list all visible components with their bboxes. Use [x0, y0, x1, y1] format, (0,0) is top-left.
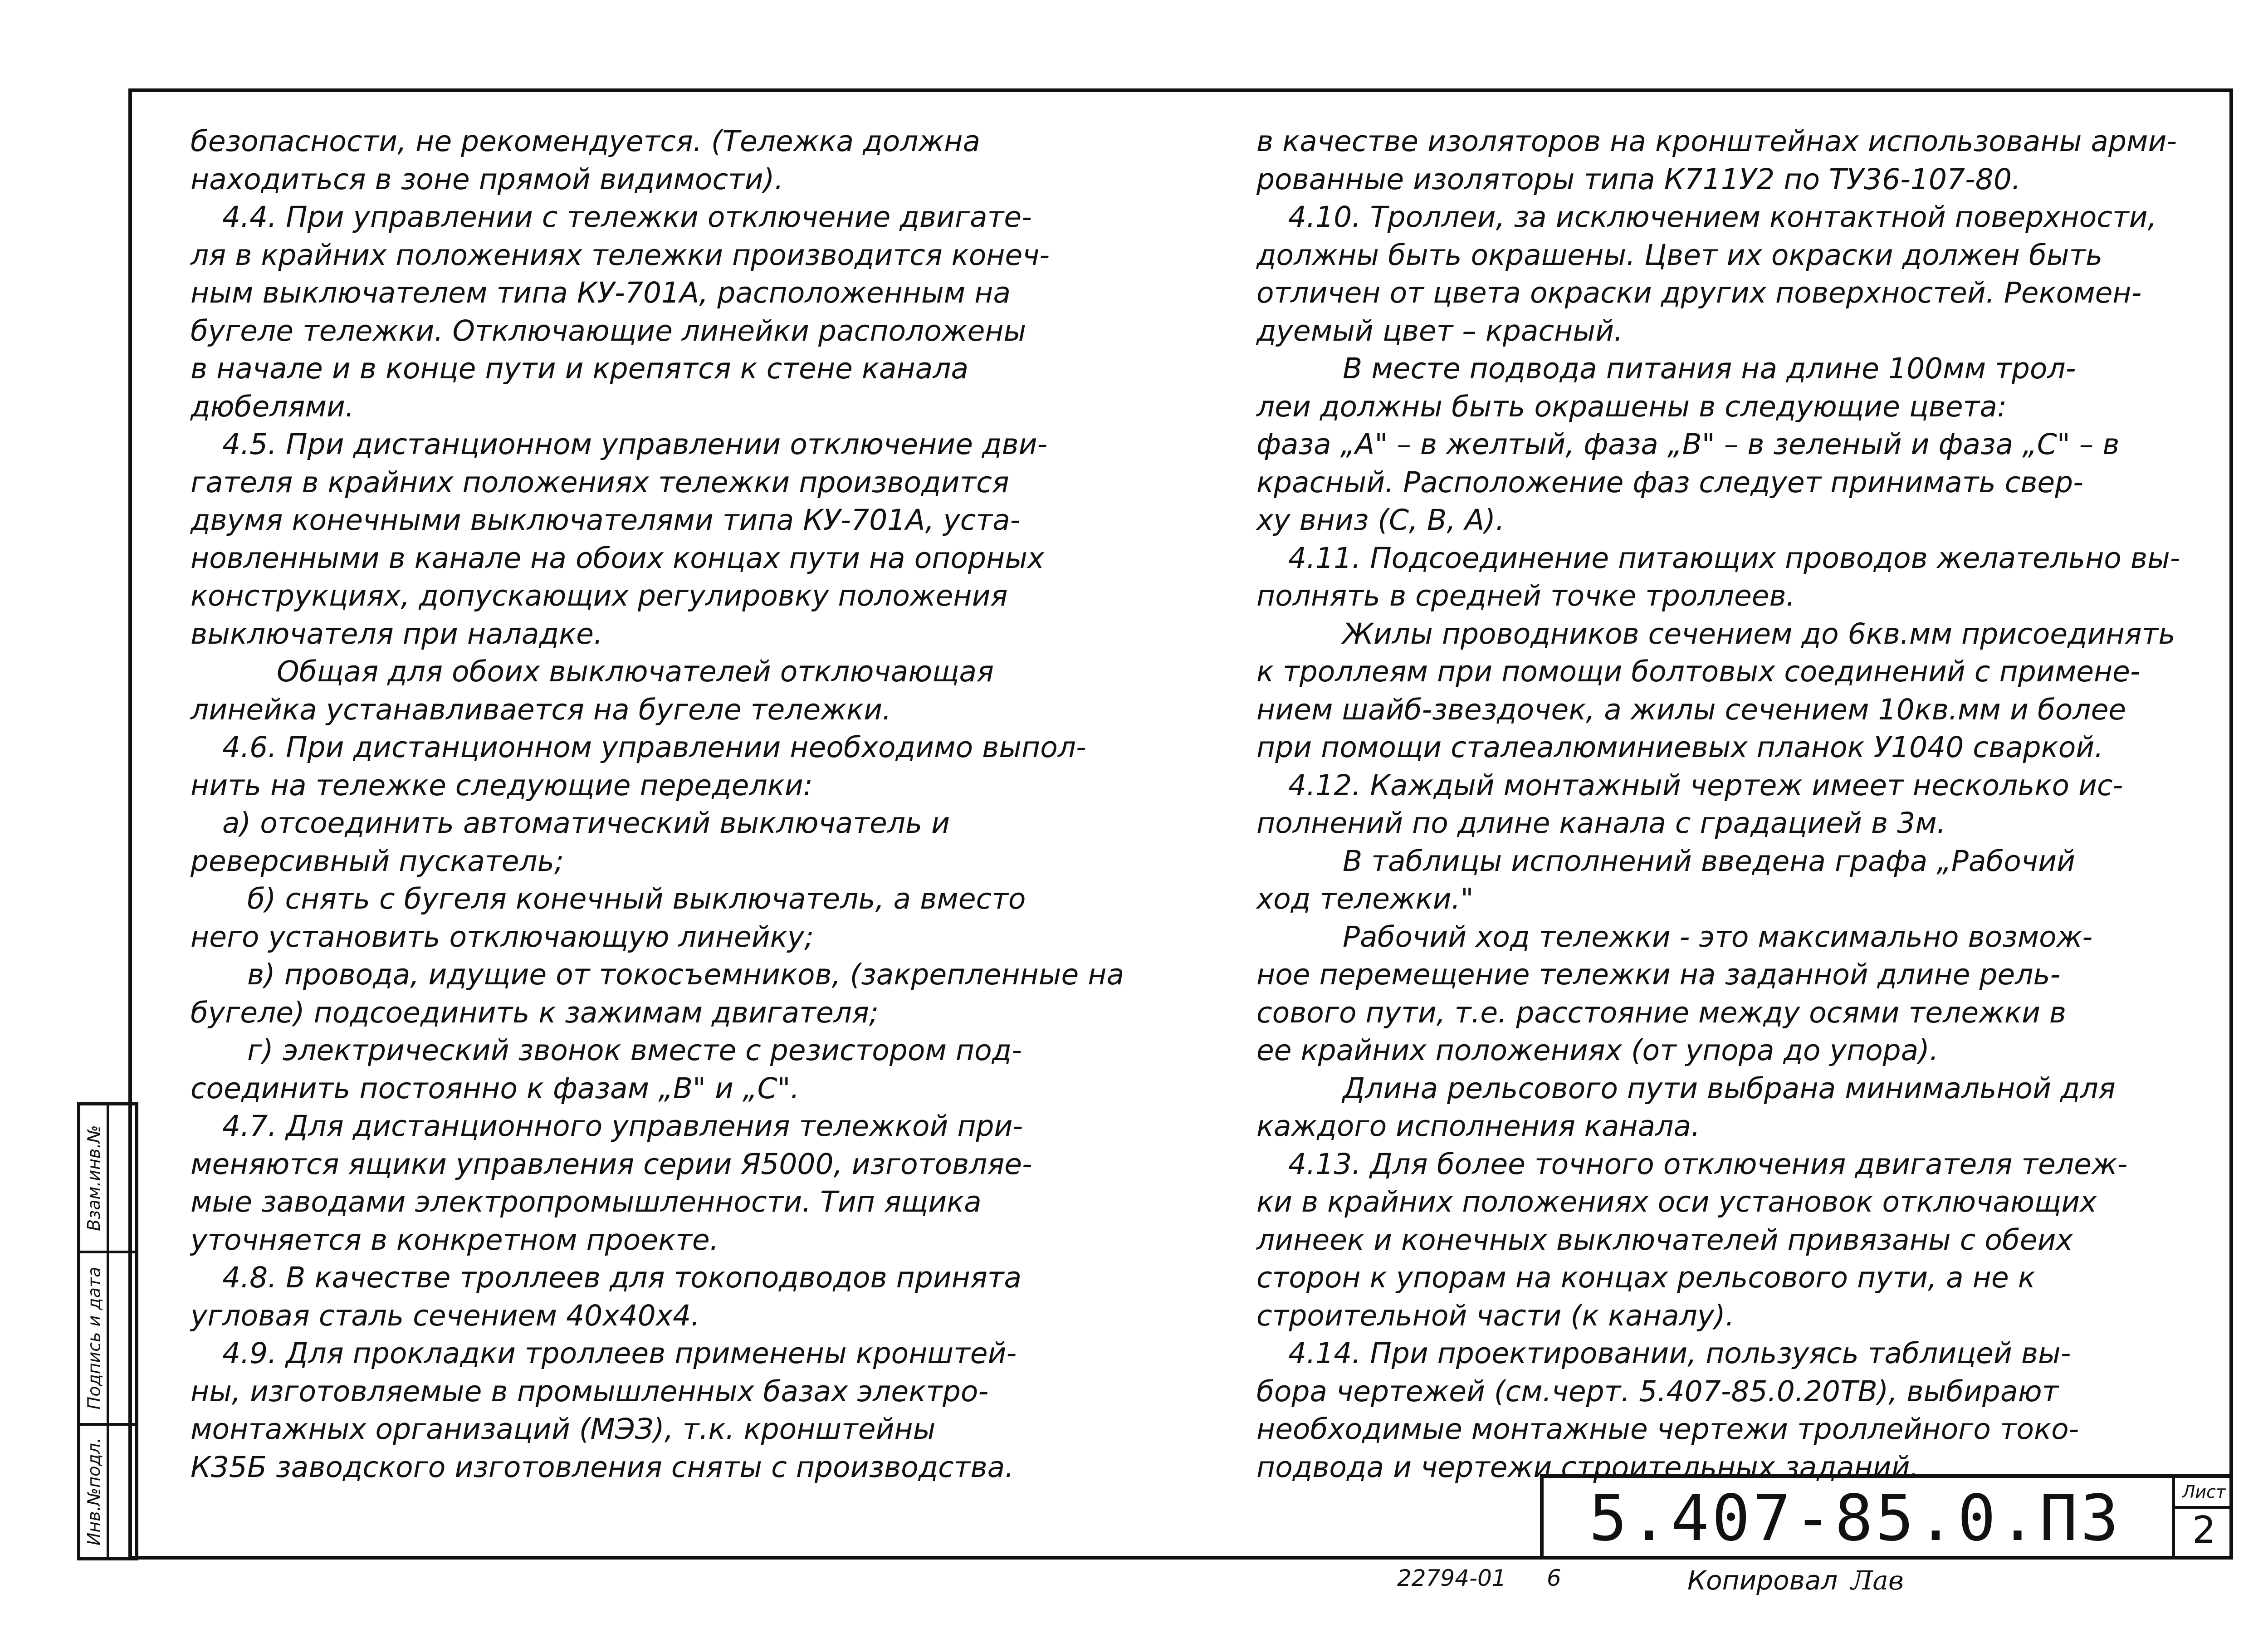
text-line: Общая для обоих выключателей отключающая — [277, 655, 994, 688]
text-line: 4.9. Для прокладки троллеев применены кронштей- — [222, 1337, 1017, 1370]
left-text-column — [191, 122, 1152, 1486]
text-line: ее крайних положениях (от упора до упора). — [1256, 1034, 1939, 1067]
text-line: должны быть окрашены. Цвет их окраски должен быть — [1256, 238, 2103, 272]
text-line: В таблицы исполнений введена графа „Рабочий — [1343, 844, 2075, 878]
text-line: в) провода, идущие от токосъемников, (закрепленные на — [247, 958, 1124, 991]
title-block — [1540, 1474, 2233, 1560]
text-line: 4.14. При проектировании, пользуясь таблицей вы- — [1288, 1337, 2071, 1370]
text-line: сового пути, т.е. расстояние между осями тележки в — [1256, 996, 2067, 1029]
text-line: бугеле тележки. Отключающие линейки расположены — [191, 314, 1026, 347]
text-line: соединить постоянно к фазам „В" и „С". — [191, 1071, 800, 1105]
text-line: бугеле) подсоединить к зажимам двигателя; — [191, 996, 879, 1029]
text-line: новленными в канале на обоих концах пути на опорных — [191, 541, 1045, 575]
text-line: 4.13. Для более точного отключения двигателя тележ- — [1288, 1147, 2128, 1181]
text-line: необходимые монтажные чертежи троллейного токо- — [1256, 1413, 2079, 1446]
inv-no-label: Инв.№подл. — [84, 1437, 104, 1546]
text-line: 4.12. Каждый монтажный чертеж имеет несколько ис- — [1288, 768, 2123, 802]
text-line: фаза „А" – в желтый, фаза „В" – в зеленый и фаза „С" – в — [1256, 428, 2120, 461]
text-line: каждого исполнения канала. — [1256, 1110, 1701, 1143]
text-line: Длина рельсового пути выбрана минимальной для — [1343, 1071, 2116, 1105]
text-line: ля в крайних положениях тележки производится конеч- — [191, 238, 1050, 272]
document-code: 5.407-85.0.ПЗ — [1589, 1482, 2121, 1555]
text-line: рованные изоляторы типа К711У2 по ТУ36-107-80. — [1256, 162, 2021, 196]
text-line: линеек и конечных выключателей привязаны с обеих — [1256, 1223, 2073, 1257]
text-line: реверсивный пускатель; — [191, 844, 564, 878]
text-line: строительной части (к каналу). — [1256, 1299, 1735, 1332]
sign-date-label: Подпись и дата — [84, 1266, 104, 1410]
text-line: ное перемещение тележки на заданной длине рель- — [1256, 958, 2061, 991]
binding-margin-stamp — [77, 1102, 138, 1560]
text-line: полнять в средней точке троллеев. — [1256, 579, 1795, 612]
text-line: в качестве изоляторов на кронштейнах использованы арми- — [1256, 125, 2177, 158]
text-line: находиться в зоне прямой видимости). — [191, 162, 784, 196]
text-line: ным выключателем типа КУ-701А, расположенным на — [191, 276, 1011, 309]
text-line: леи должны быть окрашены в следующие цвета: — [1256, 390, 2007, 423]
text-line: выключателя при наладке. — [191, 617, 603, 650]
text-line: бора чертежей (см.черт. 5.407-85.0.20ТВ), выбирают — [1256, 1374, 2059, 1408]
copied-signature: Лав — [1851, 1565, 1904, 1596]
text-line: к троллеям при помощи болтовых соединений с примене- — [1256, 655, 2141, 688]
text-line: полнений по длине канала с градацией в 3м. — [1256, 807, 1946, 840]
text-line: при помощи сталеалюминиевых планок У1040 сваркой. — [1256, 731, 2104, 764]
text-line: монтажных организаций (МЭЗ), т.к. кронштейны — [191, 1413, 936, 1446]
page-number: 6 — [1547, 1565, 1561, 1591]
text-line: 4.8. В качестве троллеев для токоподводов принята — [222, 1261, 1022, 1294]
sheet-number: 2 — [2192, 1509, 2216, 1552]
text-line: 4.4. При управлении с тележки отключение двигате- — [222, 200, 1032, 234]
text-line: дуемый цвет – красный. — [1256, 314, 1623, 347]
text-line: 4.7. Для дистанционного управления тележкой при- — [222, 1110, 1023, 1143]
text-line: 4.10. Троллеи, за исключением контактной поверхности, — [1288, 200, 2157, 234]
text-line: а) отсоединить автоматический выключатель и — [222, 807, 950, 840]
margin-vertical-divider — [107, 1105, 109, 1557]
text-line: В месте подвода питания на длине 100мм трол- — [1343, 352, 2076, 385]
vzam-inv-label: Взам.инв.№ — [84, 1125, 104, 1231]
text-line: мые заводами электропромышленности. Тип ящика — [191, 1185, 982, 1218]
text-line: ход тележки." — [1256, 882, 1474, 915]
text-line: ху вниз (С, В, А). — [1256, 504, 1505, 537]
sheet-box — [2172, 1478, 2233, 1560]
text-line: Жилы проводников сечением до 6кв.мм присоединять — [1343, 617, 2175, 650]
text-line: него установить отключающую линейку; — [191, 920, 814, 953]
text-line: меняются ящики управления серии Я5000, изготовляе- — [191, 1147, 1032, 1181]
text-line: линейка устанавливается на бугеле тележки. — [191, 693, 892, 726]
text-line: ки в крайних положениях оси установок отключающих — [1256, 1185, 2097, 1218]
text-line: уточняется в конкретном проекте. — [191, 1223, 719, 1257]
text-line: г) электрический звонок вместе с резистором под- — [247, 1034, 1022, 1067]
text-line: нием шайб-звездочек, а жилы сечением 10кв.мм и более — [1256, 693, 2126, 726]
text-line: сторон к упорам на концах рельсового пути, а не к — [1256, 1261, 2035, 1294]
sheet-label: Лист — [2175, 1478, 2233, 1509]
text-line: б) снять с бугеля конечный выключатель, а вместо — [247, 882, 1026, 915]
text-line: нить на тележке следующие переделки: — [191, 768, 813, 802]
text-line: отличен от цвета окраски других поверхностей. Рекомен- — [1256, 276, 2142, 309]
text-line: подвода и чертежи строительных заданий. — [1256, 1450, 1919, 1484]
text-line: 4.5. При дистанционном управлении отключение дви- — [222, 428, 1048, 461]
text-line: 4.6. При дистанционном управлении необходимо выпол- — [222, 731, 1086, 764]
order-number: 22794-01 — [1397, 1565, 1506, 1591]
text-line: Рабочий ход тележки - это максимально возмож- — [1343, 920, 2093, 953]
text-line: дюбелями. — [191, 390, 354, 423]
text-line: угловая сталь сечением 40х40х4. — [191, 1299, 700, 1332]
text-line: безопасности, не рекомендуется. (Тележка должна — [191, 125, 981, 158]
text-line: К35Б заводского изготовления сняты с производства. — [191, 1450, 1014, 1484]
text-line: двумя конечными выключателями типа КУ-701А, уста- — [191, 504, 1021, 537]
copied-label: Копировал — [1687, 1565, 1838, 1596]
right-text-column — [1256, 122, 2218, 1486]
text-line: красный. Расположение фаз следует принимать свер- — [1256, 465, 2083, 499]
text-line: ны, изготовляемые в промышленных базах электро- — [191, 1374, 989, 1408]
text-line: в начале и в конце пути и крепятся к стене канала — [191, 352, 969, 385]
text-line: гателя в крайних положениях тележки производится — [191, 465, 1009, 499]
text-line: 4.11. Подсоединение питающих проводов желательно вы- — [1288, 541, 2180, 575]
text-line: конструкциях, допускающих регулировку положения — [191, 579, 1008, 612]
